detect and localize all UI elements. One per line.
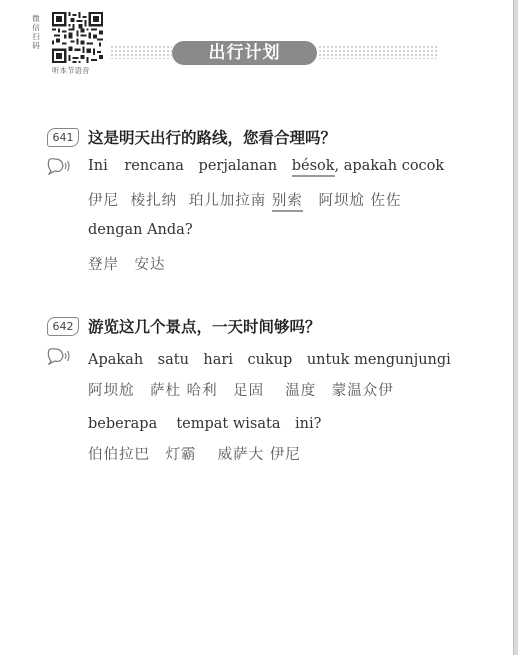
question-zh: 游览这几个景点，一天时间够吗？	[88, 318, 321, 336]
pron: 伊尼	[88, 193, 119, 209]
word: rencana	[124, 158, 184, 174]
title-dots-right	[318, 45, 438, 59]
indonesian-line: beberapa tempat wisata ini?	[88, 416, 322, 432]
section-title: 出行计划	[172, 41, 317, 65]
audio-speaker-icon[interactable]	[46, 157, 72, 175]
qr-side-label: 微信扫码	[32, 14, 40, 50]
qr-caption: 听本节语音	[52, 66, 90, 75]
pron-highlighted: 别索	[272, 193, 303, 212]
title-dots-left	[110, 45, 172, 59]
word: , apakah cocok	[334, 158, 445, 174]
pron: 棱扎纳	[130, 193, 178, 209]
pron: 阿坝尬 佐佐	[318, 193, 402, 209]
item-number-badge: 642	[47, 317, 79, 336]
indonesian-line: dengan Anda?	[88, 222, 193, 238]
pronunciation-line: 登岸 安达	[88, 257, 166, 273]
qr-code-icon[interactable]	[52, 12, 103, 63]
word: perjalanan	[198, 158, 278, 174]
pronunciation-line: 阿坝尬 萨杜 哈利 足固 温度 蒙温众伊	[88, 383, 394, 399]
word: Ini	[88, 158, 108, 174]
pronunciation-line: 伯伯拉巴 灯霸 威萨大 伊尼	[88, 447, 301, 463]
question-zh	[88, 126, 336, 148]
page-edge	[514, 0, 518, 655]
indonesian-line	[88, 158, 444, 174]
pronunciation-line	[88, 189, 402, 210]
audio-speaker-icon[interactable]	[46, 347, 72, 365]
pron: 珀儿加拉南	[188, 193, 267, 209]
indonesian-line: Apakah satu hari cukup untuk mengunjungi	[88, 352, 451, 368]
question-text-part: 这是明天出行的路线，您看合理吗？	[88, 129, 337, 147]
word-highlighted: bésok	[292, 158, 335, 177]
item-number-badge: 641	[47, 128, 79, 147]
